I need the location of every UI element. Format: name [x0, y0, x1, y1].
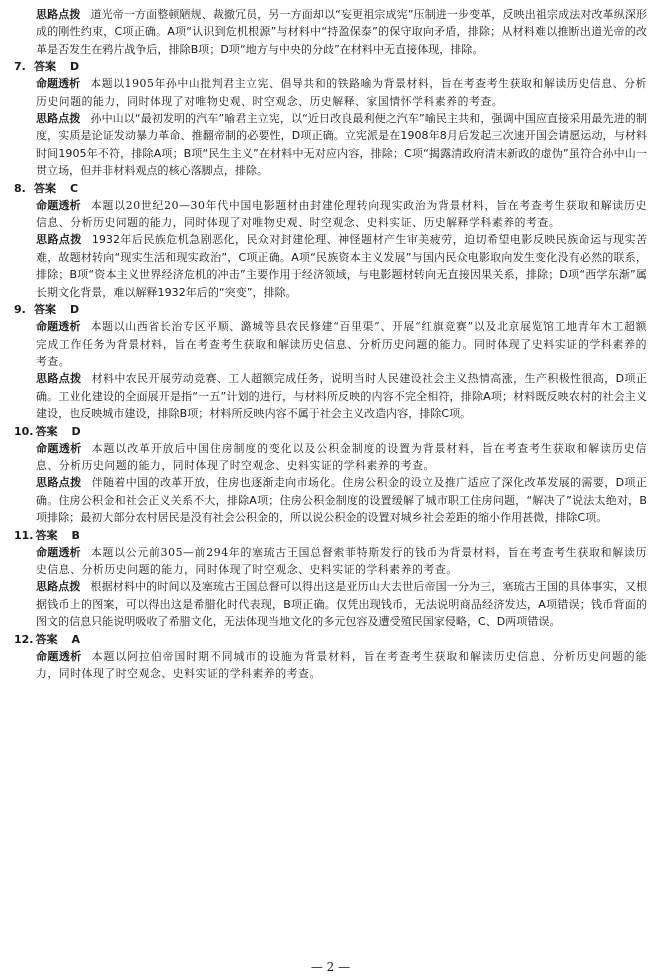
answer-value: D	[71, 424, 81, 438]
para-text: 1932年后民族危机急剧恶化，民众对封建伦理、神怪题材产生审美疲劳，迫切希望电影反映民族命运与现实苦难，故题材转向“现实生活和现实政治”，C项正确。A项“民族资本主义发展”与国内民众电影取向发生变化没有必然的联系，排除；B项“资本主义世界经济危机的冲击”主要作用于经济领域，与电影题材转向无直接因果关系，排除；D项“西学东渐”属长期文化背景，难以解释1932年后的“突变”，排除。	[36, 233, 647, 299]
para-label: 命题透析	[36, 77, 81, 91]
answer-value: A	[71, 632, 81, 646]
answer-item	[14, 527, 647, 631]
question-number: 12.	[14, 632, 34, 646]
answer-item	[14, 423, 647, 527]
answer-line	[14, 527, 647, 544]
para-label: 思路点拨	[36, 8, 81, 21]
analysis-paragraph	[14, 648, 647, 683]
para-label: 思路点拨	[36, 580, 81, 594]
solution-paragraph	[14, 474, 647, 526]
para-label: 思路点拨	[36, 372, 82, 386]
question-number: 7.	[14, 60, 26, 74]
para-text: 本题以1905年孙中山批判君主立宪、倡导共和的铁路喻为背景材料，旨在考查考生获取和解读历史信息、分析历史问题的能力，同时体现了对唯物史观、时空观念、历史解释、家国情怀学科素养的考查。	[36, 77, 647, 108]
answer-value: B	[71, 528, 80, 542]
para-text: 道光帝一方面整顿陋规、裁撤冗员，另一方面却以“妄更祖宗成宪”压制进一步变革，反映出祖宗成法对改革纵深形成的刚性约束，C项正确。A项“认识到危机根源”与材料中“持盈保泰”的保守取向矛盾，排除；从材料难以推断出道光帝的改革是否发生在鸦片战争后，排除B项；D项“地方与中央的分歧”在材料中无直接体现，排除。	[36, 8, 647, 56]
question-number: 10.	[14, 424, 34, 438]
para-label: 命题透析	[36, 649, 82, 663]
analysis-paragraph	[14, 75, 647, 110]
para-text: 材料中农民开展劳动竞赛、工人超额完成任务，说明当时人民建设社会主义热情高涨，生产积极性很高，D项正确。工业化建设的全面展开是指“一五”计划的进行，与材料所反映的内容不完全相符，排除A项；材料既反映农村的社会主义建设，也反映城市建设，排除B项；材料所反映内容不属于社会主义改造内容，排除C项。	[36, 372, 647, 421]
solution-paragraph	[14, 231, 647, 301]
answer-line	[14, 301, 647, 318]
analysis-paragraph	[14, 318, 647, 370]
question-number: 9.	[14, 303, 26, 317]
solution-paragraph	[14, 370, 647, 422]
answer-label: 答案	[34, 181, 56, 195]
para-text: 本题以阿拉伯帝国时期不同城市的设施为背景材料，旨在考查考生获取和解读历史信息、分析历史问题的能力，同时体现了时空观念、史料实证的学科素养的考查。	[36, 649, 648, 680]
para-text: 本题以公元前305—前294年的塞琉古王国总督索菲特斯发行的钱币为背景材料，旨在考查考生获取和解读历史信息、分析历史问题的能力，同时体现了时空观念、史料实证的学科素养的考查。	[36, 545, 648, 576]
para-label: 思路点拨	[36, 233, 82, 247]
para-text: 根据材料中的时间以及塞琉古王国总督可以得出这是亚历山大去世后帝国一分为三，塞琉古王国的具体事实，又根据钱币上的图案，可以得出这是希腊化时代表现，B项正确。仅凭出现钱币，无法说明商品经济发达，A项错误；钱币背面的图文的信息只能说明吸收了希腊文化，无法体现当地文化的多元包容及遭受殖民国家侵略，C、D两项错误。	[36, 580, 647, 629]
para-text: 伴随着中国的改革开放，住房也逐渐走向市场化。住房公积金的设立及推广适应了深化改革发展的需要，D项正确。住房公积金和社会正义关系不大，排除A项；住房公积金制度的设置缓解了城市职工住房问题，“解决了”说法太绝对，B项排除；最初大部分农村居民是没有社会公积金的，所以说公积金的设置对城乡社会差距的缩小作用甚微，排除C项。	[36, 476, 647, 525]
answer-value: D	[70, 303, 80, 317]
answer-label: 答案	[34, 303, 56, 317]
top-paragraph	[14, 6, 647, 58]
answer-items	[14, 58, 647, 682]
solution-paragraph	[14, 578, 647, 630]
answer-label: 答案	[35, 632, 58, 646]
answer-line	[14, 58, 647, 75]
page-number: — 2 —	[310, 960, 351, 974]
answer-item	[14, 631, 647, 683]
answer-label: 答案	[34, 60, 56, 74]
para-label: 命题透析	[36, 320, 81, 334]
analysis-paragraph	[14, 197, 647, 232]
answer-label: 答案	[35, 528, 58, 542]
answer-line	[14, 180, 647, 197]
para-text: 本题以改革开放后中国住房制度的变化以及公积金制度的设置为背景材料，旨在考查考生获取和解读历史信息、分析历史问题的能力，同时体现了时空观念、史料实证的学科素养的考查。	[36, 441, 648, 472]
answer-value: D	[70, 60, 80, 74]
analysis-paragraph	[14, 440, 647, 475]
para-label: 思路点拨	[36, 112, 81, 126]
answer-item	[14, 180, 647, 301]
para-label: 命题透析	[36, 198, 81, 212]
solution-paragraph	[14, 110, 647, 180]
para-label: 命题透析	[36, 441, 82, 455]
answer-item	[14, 301, 647, 422]
answer-line	[14, 631, 647, 648]
para-text: 孙中山以“最初发明的汽车”喻君主立宪，以“近日改良最利便之汽车”喻民主共和，强调中国应直接采用最先进的制度，实质是论证发动暴力革命、推翻帝制的必要性，D项正确。立宪派是在1908年8月后发起三次速开国会请愿运动，与材料时间1905年不符，排除A项；B项“民生主义”在材料中无对应内容，排除；C项“揭露清政府清末新政的虚伪”虽符合孙中山一贯立场，但并非材料观点的核心落脚点，排除。	[36, 112, 648, 178]
question-number: 8.	[14, 181, 26, 195]
answer-value: C	[70, 181, 79, 195]
para-label: 命题透析	[36, 545, 81, 559]
question-number: 11.	[14, 528, 34, 542]
para-text: 本题以20世纪20—30年代中国电影题材由封建伦理转向现实政治为背景材料，旨在考查考生获取和解读历史信息、分析历史问题的能力，同时体现了对唯物史观、时空观念、史料实证、历史解释学科素养的考查。	[36, 198, 648, 230]
answer-item	[14, 58, 647, 179]
para-text: 本题以山西省长治专区平顺、潞城等县农民修建“百里渠”、开展“红旗竞赛”以及北京展览馆工地青年木工超额完成工作任务为背景材料，旨在考查考生获取和解读历史信息、分析历史问题的能力。同时体现了史料实证的学科素养的考查。	[36, 320, 647, 368]
answer-label: 答案	[35, 424, 58, 438]
answer-line	[14, 423, 647, 440]
analysis-paragraph	[14, 544, 647, 579]
para-label: 思路点拨	[36, 476, 82, 490]
